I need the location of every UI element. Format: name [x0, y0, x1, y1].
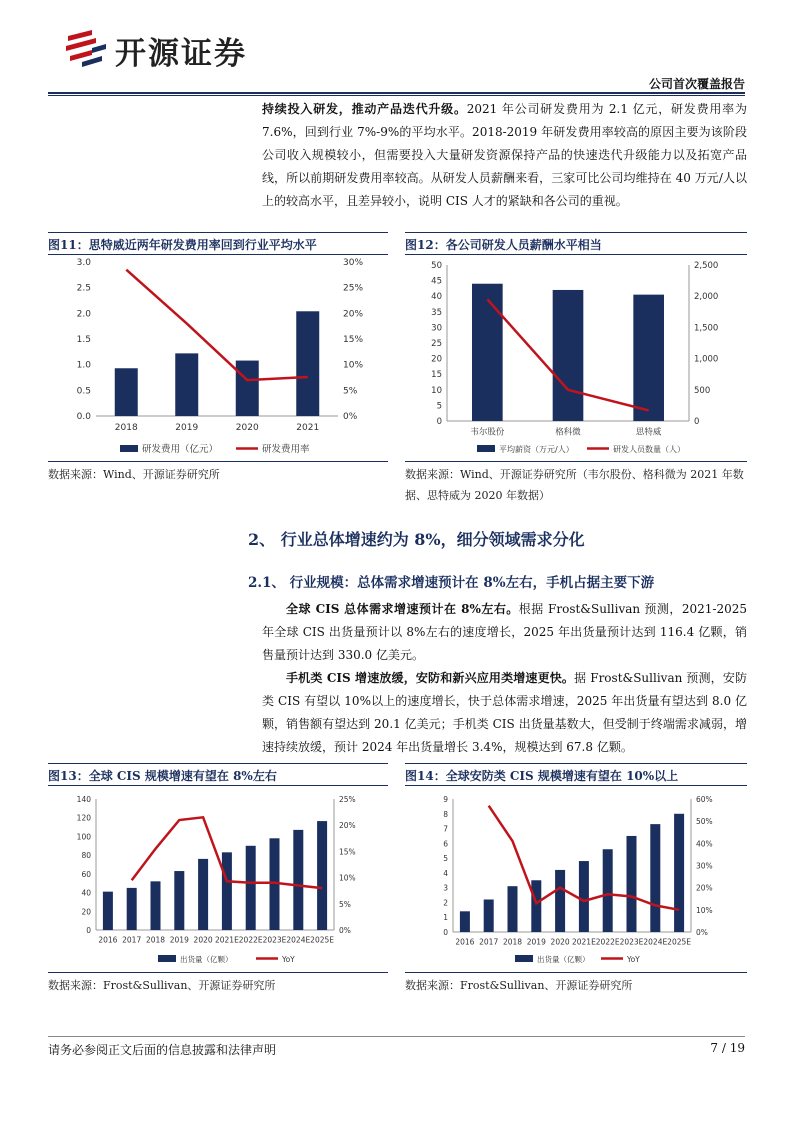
fig11-right-tick-label: 0%: [343, 412, 358, 422]
fig13-category-label: 2019: [169, 935, 189, 945]
fig13-bar: [127, 888, 137, 930]
fig12-left-tick-label: 10: [431, 385, 442, 396]
fig11-bar: [175, 353, 198, 416]
fig13-right-tick-label: 0%: [339, 926, 351, 935]
fig14-left-tick-label: 6: [443, 839, 448, 849]
fig14-bar: [674, 814, 684, 932]
brand-logo-mark: [62, 26, 110, 70]
fig11-legend-line-label: 研发费用率: [262, 444, 310, 455]
fig13-left-tick-label: 140: [76, 795, 91, 804]
fig14-bar: [484, 899, 494, 932]
fig13-right-tick-label: 15%: [339, 847, 356, 857]
fig12-left-tick-label: 30: [431, 323, 442, 334]
fig14-legend-bar-swatch: [515, 955, 533, 962]
fig11-top-rule: [48, 232, 388, 233]
fig14-right-tick-label: 30%: [696, 861, 713, 871]
fig11-category-label: 2019: [175, 423, 199, 433]
footer-rule: [48, 1036, 745, 1037]
fig11-bar: [115, 368, 138, 416]
section-2-1-title: 2.1、 行业规模：总体需求增速预计在 8%左右，手机占据主要下游: [248, 575, 655, 591]
header-rule-thin: [48, 95, 745, 96]
fig11-left-tick-label: 0.5: [76, 386, 91, 397]
fig11-left-tick-label: 2.0: [76, 309, 91, 320]
fig12-left-tick-label: 20: [431, 354, 442, 365]
fig12-right-tick-label: 2,500: [694, 261, 719, 271]
fig14-left-tick-label: 1: [443, 913, 448, 923]
fig14-category-label: 2018: [502, 937, 523, 947]
fig12-left-tick-label: 0: [436, 417, 442, 427]
fig12-right-tick-label: 1,000: [694, 354, 719, 365]
fig12-title: 图12：各公司研发人员薪酬水平相当: [405, 238, 602, 252]
fig14-title: 图14：全球安防类 CIS 规模增速有望在 10%以上: [405, 769, 679, 783]
fig12-left-tick-label: 45: [431, 276, 442, 287]
fig14-category-label: 2016: [455, 937, 475, 947]
fig13-category-label: 2022E: [238, 935, 263, 945]
fig11-category-label: 2018: [114, 423, 138, 433]
fig12-left-tick-label: 50: [431, 261, 442, 271]
fig14-category-label: 2024E: [643, 937, 668, 947]
fig13-category-label: 2020: [193, 935, 213, 945]
fig13-title: 图13：全球 CIS 规模增速有望在 8%左右: [48, 769, 277, 783]
fig12-left-tick-label: 15: [431, 370, 442, 381]
fig11-left-tick-label: 1.0: [76, 360, 91, 371]
fig14-right-tick-label: 50%: [696, 817, 713, 827]
section2-paragraph-1: [262, 598, 747, 667]
fig14-category-label: 2022E: [595, 937, 620, 947]
fig11-right-tick-label: 25%: [343, 283, 364, 294]
fig14-left-tick-label: 4: [443, 868, 448, 878]
fig14-bar: [650, 824, 660, 932]
fig14-top-rule: [405, 763, 747, 764]
intro-lead: 持续投入研发，推动产品迭代升级。: [262, 102, 467, 116]
header-rule: [48, 92, 745, 94]
fig14-left-tick-label: 8: [443, 809, 448, 819]
fig12-right-tick-label: 1,500: [694, 323, 719, 334]
fig11-bar: [296, 311, 319, 416]
intro-paragraph: [262, 98, 747, 213]
fig13-right-tick-label: 10%: [339, 873, 356, 883]
fig14-bar: [531, 880, 541, 932]
fig13-bar: [222, 852, 232, 930]
fig13-left-tick-label: 80: [81, 851, 91, 861]
report-type: 公司首次覆盖报告: [648, 77, 745, 91]
fig12-bar: [553, 290, 584, 421]
p1-body: 根据 Frost&Sullivan 预测，2021-2025 年全球 CIS 出货量预计以 8%左右的速度增长，2025 年出货量预计达到 116.4 亿颗，销售量预计达到 330.0 亿美元。: [262, 602, 747, 662]
fig14-legend-bar-label: 出货量（亿颗）: [537, 955, 590, 964]
fig14-left-tick-label: 2: [443, 898, 448, 908]
fig11-right-tick-label: 30%: [343, 258, 364, 268]
fig11-left-tick-label: 3.0: [76, 258, 91, 268]
fig14-left-tick-label: 3: [443, 883, 448, 893]
fig12-category-label: 格科微: [555, 427, 581, 438]
p1-lead: 全球 CIS 总体需求增速预计在 8%左右。: [286, 602, 519, 616]
fig14-rule: [405, 785, 747, 786]
fig11-bottom-rule: [48, 461, 388, 462]
fig13-bar: [246, 846, 256, 930]
fig13-top-rule: [48, 763, 388, 764]
fig13-category-label: 2024E: [286, 935, 311, 945]
fig14-chart: [405, 788, 747, 970]
fig14-left-tick-label: 9: [443, 795, 448, 804]
fig13-right-tick-label: 20%: [339, 821, 356, 831]
fig12-right-tick-label: 500: [694, 385, 711, 396]
fig13-bottom-rule: [48, 972, 388, 973]
fig14-category-label: 2020: [550, 937, 570, 947]
fig11-left-tick-label: 2.5: [76, 283, 91, 294]
fig11-legend-bar-label: 研发费用（亿元）: [142, 444, 219, 455]
fig12-left-tick-label: 5: [436, 401, 442, 412]
fig12-right-tick-label: 0: [694, 417, 700, 427]
fig12-left-tick-label: 40: [431, 292, 442, 303]
fig11-right-tick-label: 10%: [343, 360, 364, 371]
intro-body: 2021 年公司研发费用为 2.1 亿元，研发费用率为 7.6%，回到行业 7%-9%的平均水平。2018-2019 年研发费用率较高的原因主要为该阶段公司收入规模较小，但需要投入大量研发资源保持产品的快速迭代升级能力以及拓宽产品线，所以前期研发费用率较高。从研发人员薪酬来看，三家可比公司均维持在 40 万元/人以上的较高水平，且差异较小，说明 CIS 人才的紧缺和各公司的重视。: [262, 102, 747, 208]
fig14-right-tick-label: 20%: [696, 883, 713, 893]
fig13-rule: [48, 785, 388, 786]
p2-lead: 手机类 CIS 增速放缓，安防和新兴应用类增速更快。: [286, 671, 575, 685]
fig12-left-tick-label: 25: [431, 339, 442, 349]
fig12-right-tick-label: 2,000: [694, 292, 719, 303]
page-number: 7 / 19: [710, 1041, 745, 1055]
fig14-category-label: 2023E: [619, 937, 644, 947]
fig11-category-label: 2021: [296, 423, 320, 433]
fig13-bar: [198, 859, 208, 930]
fig14-bar: [460, 911, 470, 932]
fig13-right-tick-label: 5%: [339, 899, 351, 909]
fig14-right-tick-label: 60%: [696, 795, 713, 804]
fig13-category-label: 2016: [98, 935, 118, 945]
fig11-category-label: 2020: [235, 423, 259, 433]
fig11-right-tick-label: 5%: [343, 386, 358, 397]
fig12-category-label: 韦尔股份: [470, 427, 505, 438]
fig14-bar: [603, 849, 613, 932]
fig11-right-tick-label: 15%: [343, 335, 364, 345]
fig13-category-label: 2023E: [262, 935, 287, 945]
fig14-category-label: 2021E: [571, 937, 596, 947]
fig12-source: 数据来源：Wind、开源证券研究所（韦尔股份、格科微为 2021 年数据、思特威为 2020 年数据）: [405, 468, 744, 502]
fig14-bar: [627, 836, 637, 932]
fig14-left-tick-label: 7: [443, 824, 448, 834]
fig12-left-tick-label: 35: [431, 307, 442, 318]
fig13-left-tick-label: 40: [81, 888, 91, 898]
fig11-source: 数据来源：Wind、开源证券研究所: [48, 468, 220, 481]
fig13-legend-bar-swatch: [158, 955, 176, 962]
fig13-bar: [103, 892, 113, 930]
fig13-category-label: 2017: [122, 935, 142, 945]
fig13-chart: [48, 788, 388, 970]
fig11-line-series: [126, 270, 307, 380]
fig13-left-tick-label: 120: [76, 813, 91, 823]
fig11-right-tick-label: 20%: [343, 309, 364, 320]
brand-name: 开源证券: [115, 36, 247, 72]
fig13-category-label: 2021E: [214, 935, 239, 945]
fig12-legend-line-label: 研发人员数量（人）: [613, 445, 685, 454]
footer-disclaimer: 请务必参阅正文后面的信息披露和法律声明: [48, 1043, 277, 1057]
fig13-left-tick-label: 60: [81, 869, 91, 879]
fig14-source: 数据来源：Frost&Sullivan、开源证券研究所: [405, 979, 633, 992]
p2-body: 据 Frost&Sullivan 预测，安防类 CIS 有望以 10%以上的速度增长，快于总体需求增速，2025 年出货量有望达到 8.0 亿颗，销售额有望达到 20.1 亿美元；手机类 CIS 出货量基数大，但受制于终端需求减弱，增速持续放缓，预计 2024 年出货量增长 3.4%，规模达到 67.8 亿颗。: [262, 671, 747, 754]
fig14-right-tick-label: 10%: [696, 905, 713, 915]
fig12-chart: [405, 255, 747, 460]
fig11-left-tick-label: 0.0: [76, 412, 91, 422]
fig14-category-label: 2025E: [667, 937, 692, 947]
fig12-bar: [472, 284, 503, 421]
fig12-bar: [633, 295, 664, 421]
fig13-left-tick-label: 100: [76, 832, 91, 842]
fig14-bar: [555, 870, 565, 932]
fig12-legend-bar-label: 平均薪资（万元/人）: [499, 445, 574, 454]
fig13-category-label: 2025E: [310, 935, 335, 945]
fig11-title: 图11：思特威近两年研发费用率回到行业平均水平: [48, 238, 317, 252]
fig13-bar: [174, 871, 184, 930]
section-2-title: 2、 行业总体增速约为 8%，细分领域需求分化: [248, 530, 585, 549]
fig13-bar: [317, 821, 327, 930]
fig14-right-tick-label: 40%: [696, 839, 713, 849]
fig13-left-tick-label: 0: [86, 926, 91, 935]
fig13-left-tick-label: 20: [81, 907, 91, 917]
fig11-chart: [48, 255, 388, 460]
fig11-left-tick-label: 1.5: [76, 335, 91, 345]
section2-paragraph-2: [262, 667, 747, 759]
fig13-category-label: 2018: [145, 935, 166, 945]
fig13-right-tick-label: 25%: [339, 795, 356, 804]
fig13-source: 数据来源：Frost&Sullivan、开源证券研究所: [48, 979, 276, 992]
fig14-legend-line-label: YoY: [627, 955, 640, 964]
fig14-bottom-rule: [405, 972, 747, 973]
fig11-bar: [236, 361, 259, 416]
fig14-category-label: 2019: [526, 937, 546, 947]
fig14-bar: [508, 886, 518, 932]
fig11-legend-bar-swatch: [120, 445, 138, 452]
fig12-category-label: 思特威: [635, 427, 662, 438]
fig14-right-tick-label: 0%: [696, 928, 708, 937]
fig13-bar: [293, 830, 303, 930]
fig12-legend-bar-swatch: [477, 445, 495, 452]
fig14-left-tick-label: 0: [443, 928, 448, 937]
fig12-bottom-rule: [405, 461, 747, 462]
fig14-left-tick-label: 5: [443, 854, 448, 864]
fig14-category-label: 2017: [479, 937, 499, 947]
fig14-bar: [579, 861, 589, 932]
fig13-bar: [151, 881, 161, 930]
fig13-legend-bar-label: 出货量（亿颗）: [180, 955, 233, 964]
fig12-top-rule: [405, 232, 747, 233]
fig13-legend-line-label: YoY: [282, 955, 295, 964]
